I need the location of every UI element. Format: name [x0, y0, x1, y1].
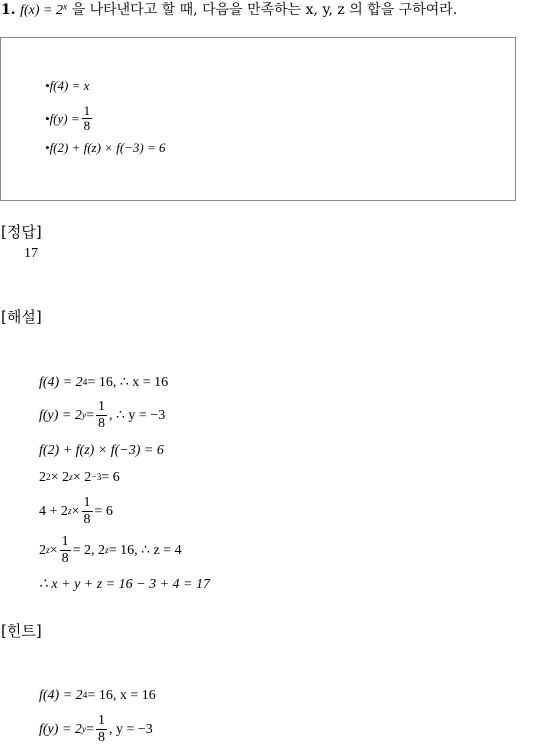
- solution-line-2: f(y) = 2 y = $\frac{1}{8}$ , ∴ y = −3: [39, 399, 166, 431]
- fraction: $\frac{1}{8}$: [61, 534, 69, 566]
- solution-label: [해설]: [1, 308, 42, 326]
- question-text: [1, 1, 457, 20]
- hint-line-2: f(y) = 2 y = $\frac{1}{8}$ , y = −3: [39, 713, 153, 745]
- fraction: $\frac{1}{8}$: [98, 713, 106, 745]
- answer-label: [정답]: [1, 223, 42, 241]
- solution-line-3: f(2) + f(z) × f(−3) = 6: [39, 443, 164, 458]
- condition-2: • f(y) = $\frac{1}{8}$: [45, 103, 91, 133]
- question-body: 을 나타낸다고 할 때, 다음을 만족하는 x, y, z 의 합을 구하여라.: [67, 2, 458, 18]
- hint-line-1: f(4) = 2 4 = 16, x = 16: [39, 688, 156, 703]
- solution-line-4: 2 2 × 2 z × 2 −3 = 6: [39, 470, 120, 485]
- condition-3: • f(2) + f(z) × f(−3) = 6: [45, 140, 166, 155]
- fraction: $\frac{1}{8}$: [98, 399, 106, 431]
- condition-1: • f(4) = x: [45, 78, 90, 93]
- answer-value: 17: [24, 246, 38, 261]
- question-formula: $f(x) = 2^x$: [20, 2, 68, 18]
- fraction: $\frac{1}{8}$: [83, 495, 91, 527]
- conditions-box: [0, 37, 516, 201]
- solution-line-7: ∴ x + y + z = 16 − 3 + 4 = 17: [39, 577, 210, 592]
- hint-label: [힌트]: [1, 622, 42, 640]
- solution-line-6: 2 z × $\frac{1}{8}$ = 2, 2 z = 16, ∴ z = 4: [39, 534, 182, 566]
- solution-line-5: 4 + 2 z × $\frac{1}{8}$ = 6: [39, 495, 113, 527]
- fraction: $\frac{1}{8}$: [83, 103, 91, 133]
- solution-line-1: f(4) = 2 4 = 16, ∴ x = 16: [39, 374, 169, 390]
- question-number: 1.: [1, 2, 16, 18]
